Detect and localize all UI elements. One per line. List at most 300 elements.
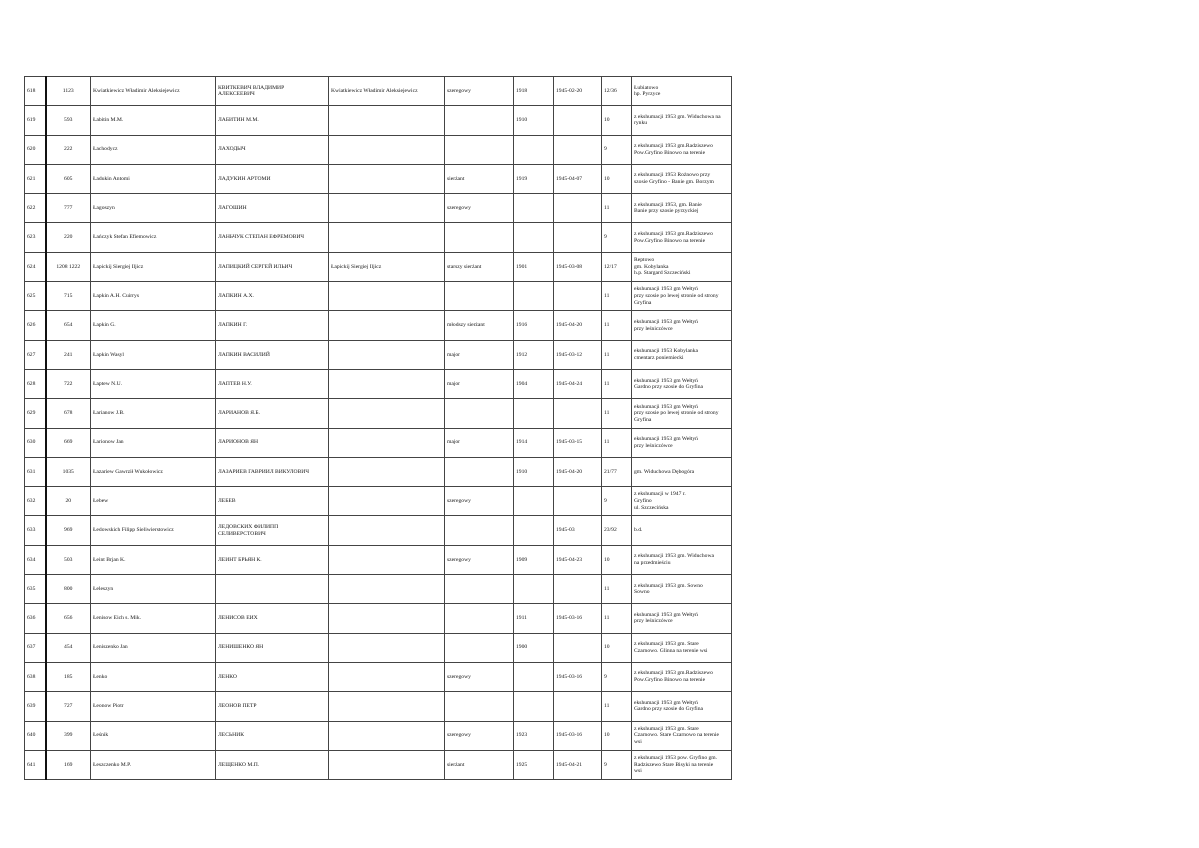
row-number-text: 620	[27, 146, 36, 153]
table-row	[25, 369, 732, 398]
rank-cell	[445, 721, 514, 750]
grave-number-cell	[602, 428, 632, 457]
burial-place-cell	[632, 750, 732, 779]
grave-number-text: 11	[604, 205, 610, 212]
record-id-cell	[46, 516, 91, 545]
burial-place-cell	[632, 662, 732, 691]
name-alternate-cell	[329, 106, 445, 135]
death-date-cell	[554, 750, 602, 779]
name-alternate-cell	[329, 662, 445, 691]
name-polish-cell	[91, 282, 216, 311]
name-cyrillic-text: ЛАДУКИН АРТОМИ	[218, 175, 271, 182]
name-alternate-cell	[329, 223, 445, 252]
name-cyrillic-cell	[216, 575, 329, 604]
burial-place-text: z ekshumacji 1953 gm. Sowno Sowno	[634, 582, 703, 596]
name-cyrillic-cell	[216, 252, 329, 281]
burial-place-cell	[632, 282, 732, 311]
name-polish-cell	[91, 340, 216, 369]
birth-year-text: 1904	[516, 380, 528, 387]
name-cyrillic-text: ЛАПКИН А.Х.	[218, 292, 254, 299]
name-cyrillic-text: ЛЕОНОВ ПЕТР	[218, 703, 257, 710]
rank-cell	[445, 545, 514, 574]
birth-year-cell	[514, 194, 554, 223]
record-id-cell	[46, 77, 91, 106]
birth-year-cell	[514, 223, 554, 252]
row-number-cell	[25, 487, 46, 516]
name-cyrillic-cell	[216, 399, 329, 428]
rank-text: szeregowy	[447, 205, 471, 212]
birth-year-cell	[514, 457, 554, 486]
name-cyrillic-cell	[216, 721, 329, 750]
name-alternate-cell	[329, 721, 445, 750]
record-id-cell	[46, 223, 91, 252]
birth-year-cell	[514, 369, 554, 398]
name-polish-cell	[91, 135, 216, 164]
burial-place-text: ekshumacji 1953 gm Wełtyń przy szosie po lewej stronie od strony Gryfina	[634, 286, 719, 306]
document-page	[24, 76, 732, 780]
record-id-cell	[46, 135, 91, 164]
name-cyrillic-text: ЛЕСЬНИК	[218, 732, 244, 739]
birth-year-cell	[514, 604, 554, 633]
grave-number-text: 11	[604, 351, 610, 358]
name-polish-text: Łańczyk Stefan Efiemowicz	[93, 234, 157, 241]
table-row	[25, 223, 732, 252]
record-id-text: 222	[64, 146, 73, 153]
burial-place-text: gm. Widuchowa Dębogóra	[634, 468, 695, 475]
record-id-cell	[46, 575, 91, 604]
name-polish-cell	[91, 633, 216, 662]
birth-year-cell	[514, 750, 554, 779]
name-polish-cell	[91, 311, 216, 340]
death-date-text: 1945-04-20	[556, 468, 583, 475]
grave-number-cell	[602, 575, 632, 604]
row-number-text: 635	[27, 585, 36, 592]
birth-year-text: 1919	[516, 175, 528, 182]
record-id-cell	[46, 604, 91, 633]
burial-place-cell	[632, 604, 732, 633]
name-polish-text: Łenisow Eich s. Mik.	[93, 615, 142, 622]
record-id-cell	[46, 340, 91, 369]
grave-number-text: 9	[604, 673, 607, 680]
grave-number-cell	[602, 516, 632, 545]
name-cyrillic-cell	[216, 545, 329, 574]
record-id-cell	[46, 194, 91, 223]
burial-place-text: Reptowo gm. Kobylanka h.p. Stargard Szczeciński	[634, 257, 691, 277]
name-polish-cell	[91, 575, 216, 604]
name-polish-cell	[91, 545, 216, 574]
row-number-text: 640	[27, 732, 36, 739]
rank-cell	[445, 369, 514, 398]
grave-number-text: 11	[604, 615, 610, 622]
name-alternate-cell	[329, 340, 445, 369]
name-alternate-cell	[329, 428, 445, 457]
burial-place-cell	[632, 223, 732, 252]
row-number-cell	[25, 633, 46, 662]
row-number-text: 623	[27, 234, 36, 241]
row-number-text: 618	[27, 87, 36, 94]
name-alternate-cell	[329, 282, 445, 311]
burial-place-cell	[632, 487, 732, 516]
death-date-cell	[554, 721, 602, 750]
row-number-cell	[25, 604, 46, 633]
rank-text: major	[447, 380, 461, 387]
burial-place-text: b.d.	[634, 527, 643, 534]
burial-place-text: z ekshumacji 1953 Rożnowo przy szosie Gryfino - Banie gm. Borzym	[634, 172, 714, 186]
row-number-text: 624	[27, 263, 36, 270]
name-cyrillic-cell	[216, 750, 329, 779]
burial-place-cell	[632, 457, 732, 486]
grave-number-text: 11	[604, 292, 610, 299]
birth-year-cell	[514, 692, 554, 721]
grave-number-text: 10	[604, 117, 610, 124]
name-polish-text: Łapkin G.	[93, 322, 116, 329]
record-id-text: 605	[64, 175, 73, 182]
name-polish-cell	[91, 399, 216, 428]
death-date-cell	[554, 575, 602, 604]
record-id-cell	[46, 692, 91, 721]
grave-number-text: 10	[604, 175, 610, 182]
name-cyrillic-text: ЛАГОШИН	[218, 205, 247, 212]
row-number-cell	[25, 692, 46, 721]
death-date-text: 1945-04-23	[556, 556, 583, 563]
row-number-cell	[25, 545, 46, 574]
record-id-text: 1208 1222	[56, 263, 81, 270]
table-row	[25, 77, 732, 106]
burial-place-text: z ekshumacji 1953, gm. Banie Banie przy szosie pyrzyckiej	[634, 201, 702, 215]
grave-number-text: 10	[604, 644, 610, 651]
name-polish-cell	[91, 692, 216, 721]
name-cyrillic-cell	[216, 223, 329, 252]
burial-place-cell	[632, 340, 732, 369]
burial-place-cell	[632, 399, 732, 428]
rank-cell	[445, 692, 514, 721]
name-polish-text: Łeonow Piotr	[93, 703, 124, 710]
rank-cell	[445, 575, 514, 604]
name-cyrillic-cell	[216, 457, 329, 486]
row-number-cell	[25, 369, 46, 398]
death-date-cell	[554, 662, 602, 691]
record-id-cell	[46, 164, 91, 193]
burial-place-text: z ekshumacji w 1947 r. Gryfino ul. Szczecińska	[634, 491, 686, 511]
burial-place-cell	[632, 369, 732, 398]
name-alternate-cell	[329, 77, 445, 106]
row-number-text: 637	[27, 644, 36, 651]
name-cyrillic-cell	[216, 106, 329, 135]
grave-number-text: 11	[604, 322, 610, 329]
table-row	[25, 428, 732, 457]
row-number-text: 628	[27, 380, 36, 387]
record-id-text: 669	[64, 439, 73, 446]
name-cyrillic-cell	[216, 369, 329, 398]
death-date-text: 1945-03-12	[556, 351, 583, 358]
birth-year-cell	[514, 77, 554, 106]
name-polish-text: Łapkin Wasyl	[93, 351, 124, 358]
record-id-cell	[46, 282, 91, 311]
rank-text: szeregowy	[447, 498, 471, 504]
burial-place-cell	[632, 252, 732, 281]
rank-cell	[445, 282, 514, 311]
table-row	[25, 692, 732, 721]
record-id-cell	[46, 428, 91, 457]
row-number-cell	[25, 721, 46, 750]
grave-number-cell	[602, 282, 632, 311]
grave-number-cell	[602, 311, 632, 340]
birth-year-text: 1914	[516, 439, 528, 446]
name-alternate-cell	[329, 633, 445, 662]
rank-text: sierżant	[447, 761, 465, 768]
name-polish-text: Łarionow Jan	[93, 439, 124, 446]
grave-number-text: 9	[604, 146, 607, 153]
death-date-cell	[554, 311, 602, 340]
name-alternate-cell	[329, 750, 445, 779]
rank-cell	[445, 399, 514, 428]
record-id-text: 722	[64, 380, 73, 387]
grave-number-text: 21/77	[604, 468, 617, 475]
row-number-cell	[25, 282, 46, 311]
grave-number-cell	[602, 487, 632, 516]
record-id-cell	[46, 369, 91, 398]
burial-place-text: z ekshumacji 1953 gm. Widuchowa na rynku	[634, 113, 721, 127]
name-cyrillic-cell	[216, 428, 329, 457]
table-row	[25, 282, 732, 311]
rank-cell	[445, 223, 514, 252]
birth-year-text: 1910	[516, 468, 528, 475]
burial-place-cell	[632, 135, 732, 164]
burial-place-cell	[632, 194, 732, 223]
grave-number-cell	[602, 106, 632, 135]
register-rows	[25, 77, 732, 780]
grave-number-text: 10	[604, 556, 610, 563]
name-polish-cell	[91, 604, 216, 633]
row-number-text: 636	[27, 615, 36, 622]
name-alternate-cell	[329, 457, 445, 486]
name-cyrillic-text: ЛАПИЦКИЙ СЕРГЕЙ ИЛЬИЧ	[218, 263, 293, 270]
table-row	[25, 106, 732, 135]
grave-number-text: 11	[604, 380, 610, 387]
record-id-text: 727	[64, 703, 73, 710]
death-date-cell	[554, 692, 602, 721]
name-cyrillic-text: ЛЕИНТ БРЬЯН К.	[218, 556, 262, 563]
birth-year-text: 1900	[516, 644, 528, 651]
burial-place-text: ekshumacji 1953 gm Wełtyń przy leśniczówce	[634, 318, 698, 332]
name-polish-cell	[91, 428, 216, 457]
name-cyrillic-cell	[216, 194, 329, 223]
burial-place-cell	[632, 516, 732, 545]
death-date-text: 1945-03-08	[556, 263, 583, 270]
record-id-cell	[46, 750, 91, 779]
record-id-text: 1035	[62, 468, 74, 475]
name-cyrillic-cell	[216, 77, 329, 106]
burial-place-text: ekshumacji 1953 Kobylanka cmentarz poniemiecki	[634, 348, 699, 361]
rank-cell	[445, 516, 514, 545]
name-polish-text: Łebew	[93, 498, 109, 504]
table-row	[25, 575, 732, 604]
name-cyrillic-text: ЛАПКИН Г.	[218, 322, 248, 329]
name-cyrillic-cell	[216, 282, 329, 311]
row-number-text: 629	[27, 410, 36, 417]
death-date-cell	[554, 77, 602, 106]
burial-place-text: ekshumacji 1953 gm Wełtyń przy leśniczówce	[634, 611, 698, 625]
grave-number-cell	[602, 750, 632, 779]
death-date-cell	[554, 369, 602, 398]
burial-place-text: ekshumacji 1953 gm Wełtyń przy szosie po lewej stronie od strony Gryfina	[634, 403, 719, 423]
birth-year-cell	[514, 487, 554, 516]
burial-place-text: z ekshumacji 1953 gm.Radziszewo Pow.Gryfino Binowo na terenie	[634, 231, 713, 244]
table-row	[25, 252, 732, 281]
birth-year-cell	[514, 428, 554, 457]
grave-number-text: 11	[604, 703, 610, 710]
name-cyrillic-text: ЛЕНИСОВ ЕИХ	[218, 615, 258, 622]
row-number-cell	[25, 194, 46, 223]
name-polish-text: Łarianow J.B.	[93, 410, 125, 417]
row-number-cell	[25, 750, 46, 779]
row-number-text: 633	[27, 527, 36, 534]
table-row	[25, 750, 732, 779]
death-date-text: 1945-02-20	[556, 87, 583, 94]
record-id-cell	[46, 721, 91, 750]
record-id-text: 593	[64, 117, 73, 124]
name-polish-text: Kwiatkiewicz Władimir Aleksiejewicz	[93, 87, 180, 94]
name-polish-cell	[91, 194, 216, 223]
birth-year-cell	[514, 662, 554, 691]
name-polish-text: Łazariew Gawrził Wukołowicz	[93, 468, 163, 475]
burial-place-text: z ekshumacji 1953 gm. Stare Czarnowo. Glinna na terenie wsi	[634, 641, 708, 654]
row-number-cell	[25, 399, 46, 428]
name-cyrillic-cell	[216, 516, 329, 545]
name-alternate-cell	[329, 135, 445, 164]
record-id-text: 800	[64, 585, 73, 592]
rank-cell	[445, 457, 514, 486]
burial-place-text: z ekshumacji 1953 pow. Gryfino gm. Radziszewo Stare Bisyki na terenie wsi	[634, 755, 718, 775]
table-row	[25, 487, 732, 516]
birth-year-cell	[514, 516, 554, 545]
rank-cell	[445, 77, 514, 106]
name-alternate-cell	[329, 604, 445, 633]
grave-number-cell	[602, 369, 632, 398]
name-polish-cell	[91, 252, 216, 281]
name-cyrillic-text: ЛАБИТИН М.М.	[218, 117, 259, 124]
rank-cell	[445, 164, 514, 193]
birth-year-text: 1909	[516, 556, 528, 563]
grave-number-cell	[602, 399, 632, 428]
name-polish-text: Łeleszyn	[93, 585, 114, 592]
name-alternate-text: Kwiatkiewicz Władimir Aleksiejewicz	[331, 87, 418, 94]
name-alternate-cell	[329, 575, 445, 604]
grave-number-cell	[602, 721, 632, 750]
death-date-cell	[554, 252, 602, 281]
burial-place-cell	[632, 721, 732, 750]
record-id-cell	[46, 106, 91, 135]
name-alternate-cell	[329, 164, 445, 193]
name-polish-cell	[91, 750, 216, 779]
name-cyrillic-text: ЛЕЩЕНКО М.П.	[218, 761, 260, 768]
name-polish-cell	[91, 164, 216, 193]
death-date-text: 1945-03-16	[556, 732, 583, 739]
rank-cell	[445, 106, 514, 135]
name-polish-cell	[91, 369, 216, 398]
table-row	[25, 516, 732, 545]
rank-cell	[445, 340, 514, 369]
rank-text: szeregowy	[447, 732, 471, 739]
birth-year-cell	[514, 399, 554, 428]
name-polish-text: Łapkin A.H. Cuirrys	[93, 292, 139, 299]
name-polish-text: Łedowskich Filipp Sieliwierstowicz	[93, 527, 174, 534]
name-alternate-cell	[329, 399, 445, 428]
rank-cell	[445, 252, 514, 281]
table-row	[25, 164, 732, 193]
death-date-cell	[554, 340, 602, 369]
row-number-cell	[25, 252, 46, 281]
record-id-cell	[46, 457, 91, 486]
row-number-text: 619	[27, 117, 36, 124]
record-id-text: 1123	[62, 87, 74, 94]
birth-year-cell	[514, 721, 554, 750]
name-cyrillic-text: ЛЕБЕВ	[218, 498, 236, 504]
grave-number-cell	[602, 662, 632, 691]
rank-cell	[445, 428, 514, 457]
table-row	[25, 604, 732, 633]
name-cyrillic-text: КВИТКЕВИЧ ВЛАДИМИР АЛЕКСЕЕВИЧ	[218, 84, 285, 98]
death-date-text: 1945-03	[556, 527, 575, 534]
name-cyrillic-text: ЛЕНИШЕНКО ЯН	[218, 644, 264, 651]
grave-number-cell	[602, 604, 632, 633]
row-number-text: 626	[27, 322, 36, 329]
burial-place-cell	[632, 545, 732, 574]
record-id-text: 185	[64, 673, 73, 680]
burial-place-cell	[632, 633, 732, 662]
name-cyrillic-text: ЛАЗАРИЕВ ГАВРИИЛ ВИКУЛОВИЧ	[218, 468, 309, 475]
rank-cell	[445, 487, 514, 516]
table-row	[25, 194, 732, 223]
record-id-text: 241	[64, 351, 73, 358]
table-row	[25, 545, 732, 574]
rank-text: szeregowy	[447, 673, 471, 680]
death-date-cell	[554, 135, 602, 164]
table-row	[25, 633, 732, 662]
name-cyrillic-text: ЛАРИОНОВ ЯН	[218, 439, 259, 446]
death-date-text: 1945-04-07	[556, 175, 583, 182]
grave-number-text: 9	[604, 761, 607, 768]
record-id-cell	[46, 633, 91, 662]
burial-place-text: z ekshumacji 1953 gm. Widuchowa na przedmieściu	[634, 553, 714, 566]
death-date-cell	[554, 487, 602, 516]
birth-year-text: 1911	[516, 615, 527, 622]
burial-place-text: z ekshumacji 1953 gm. Stare Czarnowo. Stare Czarnowo na terenie wsi	[634, 725, 719, 745]
row-number-text: 621	[27, 175, 36, 182]
name-alternate-cell	[329, 369, 445, 398]
birth-year-text: 1916	[516, 322, 528, 329]
record-id-cell	[46, 399, 91, 428]
rank-text: starszy sierżant	[447, 263, 482, 270]
grave-number-text: 12/17	[604, 263, 617, 270]
grave-number-cell	[602, 692, 632, 721]
row-number-text: 622	[27, 205, 36, 212]
row-number-cell	[25, 516, 46, 545]
birth-year-text: 1901	[516, 263, 528, 270]
grave-number-cell	[602, 164, 632, 193]
record-id-cell	[46, 252, 91, 281]
burial-place-cell	[632, 77, 732, 106]
name-alternate-cell	[329, 194, 445, 223]
name-cyrillic-cell	[216, 633, 329, 662]
rank-text: młodszy sierżant	[447, 322, 485, 329]
row-number-text: 638	[27, 673, 36, 680]
grave-number-text: 9	[604, 234, 607, 241]
name-polish-cell	[91, 662, 216, 691]
name-cyrillic-cell	[216, 604, 329, 633]
row-number-cell	[25, 575, 46, 604]
death-date-cell	[554, 604, 602, 633]
